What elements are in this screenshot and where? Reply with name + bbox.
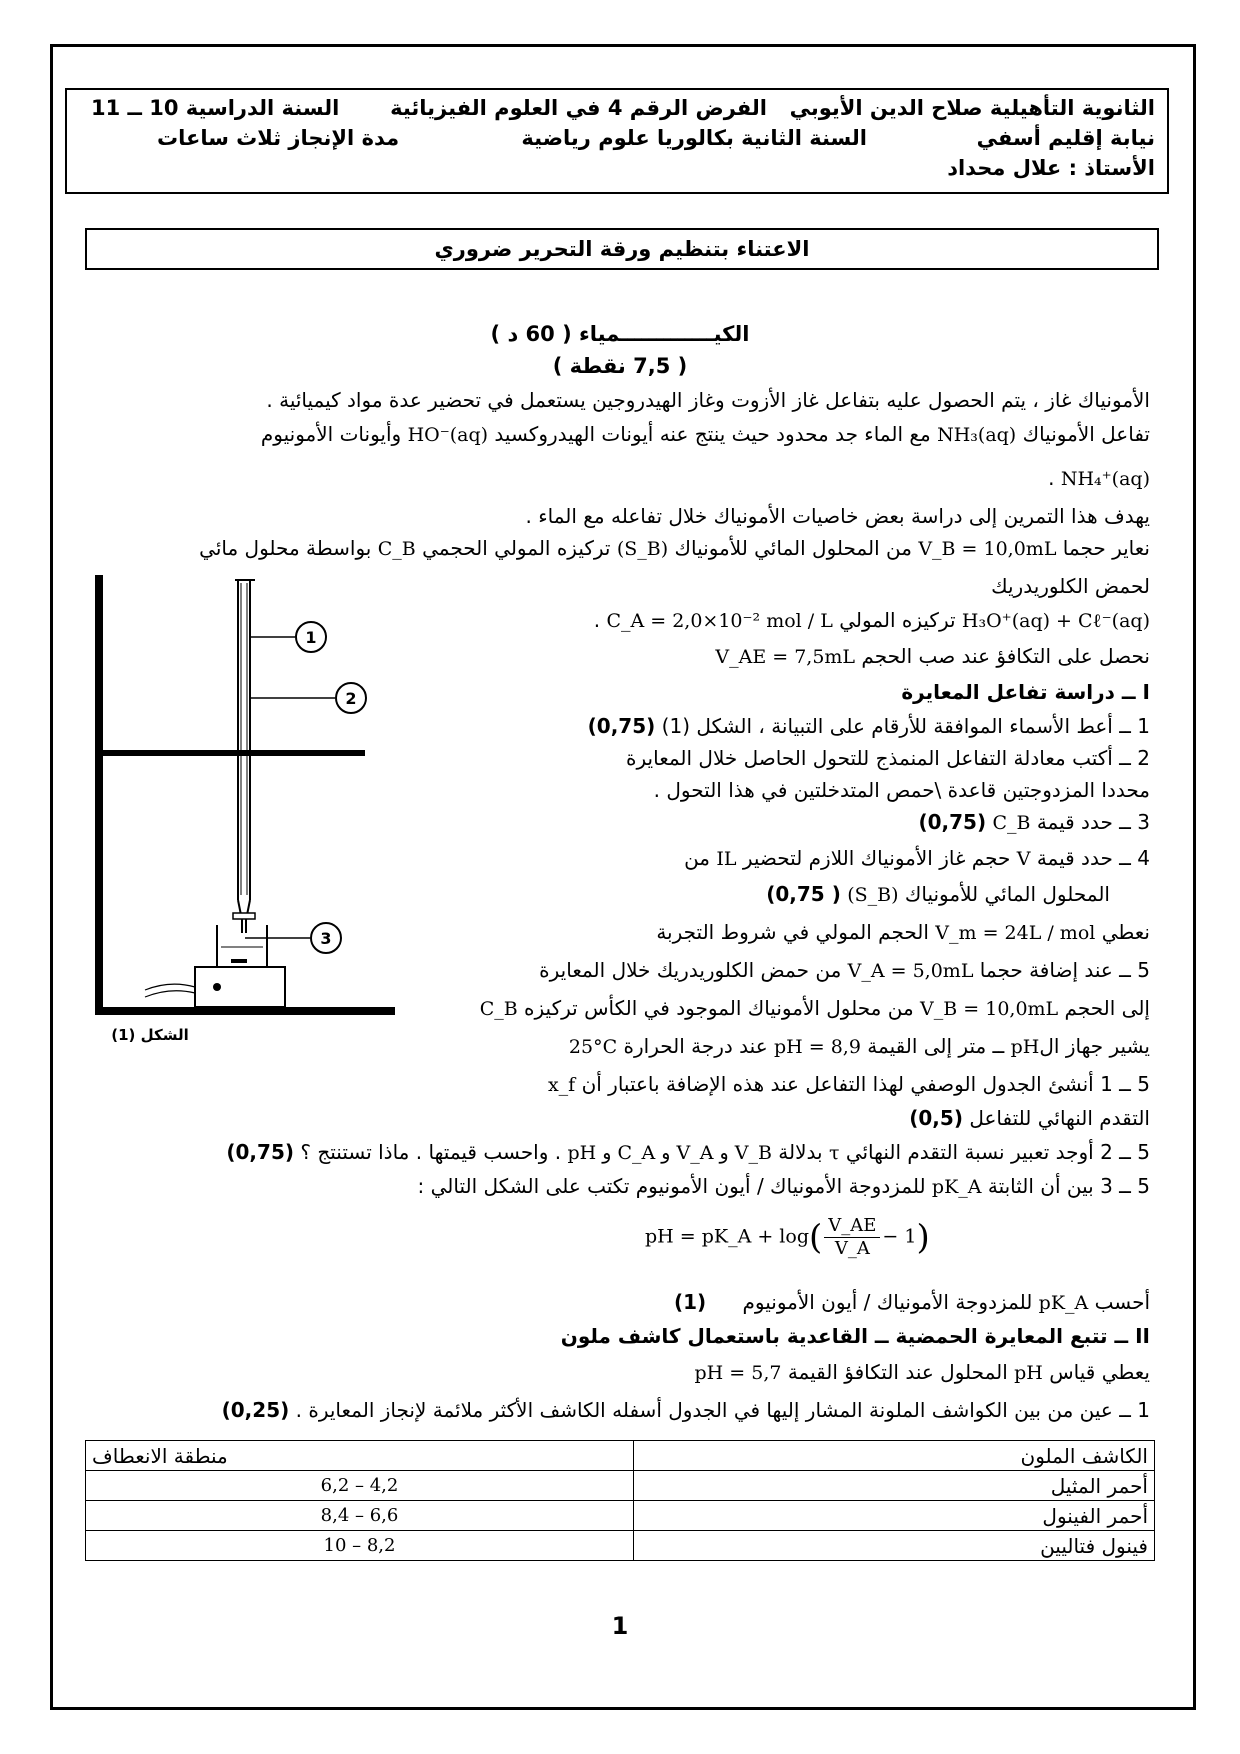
part2-question-1: 1 ــ عين من بين الكواشف الملونة المشار إليها في الجدول أسفله الكاشف الأكثر ملائمة لإنجاز المعايرة . (0,25) (221, 1398, 1150, 1422)
magnetic-stirrer (145, 967, 285, 1007)
part2-title: II ــ تتبع المعايرة الحمضية ــ القاعدية باستعمال كاشف ملون (560, 1324, 1150, 1348)
question-5-4: أحسب pK_A للمزدوجة الأمونياك / أيون الأمونيوم (1) (673, 1290, 1150, 1314)
part1-title: I ــ دراسة تفاعل المعايرة (901, 680, 1150, 704)
section-title: الكيـــــــــــــمياء ( 60 د ) (490, 322, 750, 346)
intro-line-5: نعاير حجما V_B = 10,0mL من المحلول المائي للأمونياك (S_B) تركيزه المولي الحجمي C_B بواسطة محلول مائي (199, 536, 1150, 560)
intro-line-1: الأمونياك غاز ، يتم الحصول عليه بتفاعل غاز الأزوت وغاز الهيدروجين يستعمل في تحضير عدة مواد كيميائية . (266, 388, 1150, 412)
question-5c: يشير جهاز الpH ــ متر إلى القيمة pH = 8,9 عند درجة الحرارة 25°C (568, 1034, 1150, 1058)
question-5-3: 5 ــ 3 بين أن الثابتة pK_A للمزدوجة الأمونياك / أيون الأمونيوم تكتب على الشكل التالي : (417, 1174, 1150, 1198)
region: نيابة إقليم أسفي (976, 126, 1155, 150)
school-year: السنة الدراسية 10 ــ 11 (91, 96, 340, 120)
level: السنة الثانية بكالوريا علوم رياضية (521, 126, 867, 150)
label-1: 1 (305, 628, 317, 647)
part2-line-1: يعطي قياس pH المحلول عند التكافؤ القيمة pH = 5,7 (694, 1360, 1150, 1384)
intro-line-8: نحصل على التكافؤ عند صب الحجم V_AE = 7,5mL (715, 644, 1150, 668)
table-header-row (86, 1441, 1155, 1471)
figure-caption: الشكل (1) (111, 1026, 189, 1044)
burette (233, 580, 255, 933)
notice: الاعتناء بتنظيم ورقة التحرير ضروري (85, 228, 1159, 270)
indicator-range: 6,2 – 4,2 (86, 1471, 634, 1501)
question-4a: 4 ــ حدد قيمة V حجم غاز الأمونياك اللازم لتحضير IL من (684, 846, 1150, 870)
question-5b: إلى الحجم V_B = 10,0mL من محلول الأمونياك الموجود في الكأس تركيزه C_B (479, 996, 1150, 1020)
indicator-name: أحمر المثيل (634, 1471, 1155, 1501)
intro-line-4: يهدف هذا التمرين إلى دراسة بعض خاصيات الأمونياك خلال تفاعله مع الماء . (525, 504, 1150, 528)
header-indicator: الكاشف الملون (634, 1441, 1155, 1471)
question-3: 3 ــ حدد قيمة C_B (0,75) (918, 810, 1150, 834)
section-points: ( 7,5 نقطة ) (552, 354, 688, 378)
question-5-1b: التقدم النهائي للتفاعل (0,5) (909, 1106, 1150, 1130)
label-2: 2 (345, 689, 357, 708)
question-2b: محددا المزدوجتين قاعدة \حمص المتدخلتين في هذا التحول . (653, 778, 1150, 802)
given-molar-volume: نعطي V_m = 24L / mol الحجم المولي في شروط التجربة (656, 920, 1150, 944)
exam-header (65, 88, 1169, 194)
callout-2 (251, 683, 366, 713)
callout-3 (245, 923, 341, 953)
table-row (86, 1501, 1155, 1531)
duration: مدة الإنجاز ثلاث ساعات (157, 126, 400, 150)
pka-formula: pH = pK_A + log( $\frac{V\_AE}{V\_A}$ − 1) (645, 1215, 930, 1259)
question-1: 1 ــ أعط الأسماء الموافقة للأرقام على التبيانة ، الشكل (1) (0,75) (587, 714, 1150, 738)
stand-rod (95, 575, 103, 1015)
question-5-2: 5 ــ 2 أوجد تعبير نسبة التقدم النهائي τ بدلالة pH و C_A و V_A و V_B . واحسب قيمتها . ماذا تستنتج ؟ (0,75) (226, 1140, 1150, 1164)
intro-line-6: لحمض الكلوريدريك (991, 574, 1150, 598)
header-range: منطقة الانعطاف (86, 1441, 634, 1471)
indicator-range: 10 – 8,2 (86, 1531, 634, 1561)
intro-line-3: NH₄⁺(aq) . (1048, 466, 1150, 490)
clamp-arm (95, 750, 365, 756)
school-name: الثانوية التأهيلية صلاح الدين الأيوبي (789, 96, 1155, 120)
teacher: الأستاذ : علال محداد (947, 156, 1155, 180)
indicator-name: فينول فتاليين (634, 1531, 1155, 1561)
titration-figure (85, 575, 405, 1045)
label-3: 3 (320, 929, 332, 948)
indicator-range: 8,4 – 6,6 (86, 1501, 634, 1531)
question-2a: 2 ــ أكتب معادلة التفاعل المنمذج للتحول الحاصل خلال المعايرة (626, 746, 1150, 770)
question-5-1a: 5 ــ 1 أنشئ الجدول الوصفي لهذا التفاعل عند هذه الإضافة باعتبار أن x_f (547, 1072, 1150, 1096)
callout-1 (251, 622, 326, 652)
question-5a: 5 ــ عند إضافة حجما V_A = 5,0mL من حمض الكلوريدريك خلال المعايرة (539, 958, 1150, 982)
question-4b: المحلول المائي للأمونياك (S_B) ( 0,75) (766, 882, 1110, 906)
intro-line-2: تفاعل الأمونياك NH₃(aq) مع الماء جد محدود حيث ينتج عنه أيونات الهيدروكسيد HO⁻(aq) وأيونات الأمونيوم (260, 422, 1150, 446)
table-row (86, 1471, 1155, 1501)
intro-line-7: H₃O⁺(aq) + Cℓ⁻(aq) تركيزه المولي C_A = 2,0×10⁻² mol / L . (593, 608, 1150, 632)
table-row (86, 1531, 1155, 1561)
page-number: 1 (611, 1612, 629, 1640)
stand-base (95, 1007, 395, 1015)
indicators-table (85, 1440, 1155, 1561)
test-title: الفرض الرقم 4 في العلوم الفيزيائية (390, 96, 767, 120)
indicator-name: أحمر الفينول (634, 1501, 1155, 1531)
